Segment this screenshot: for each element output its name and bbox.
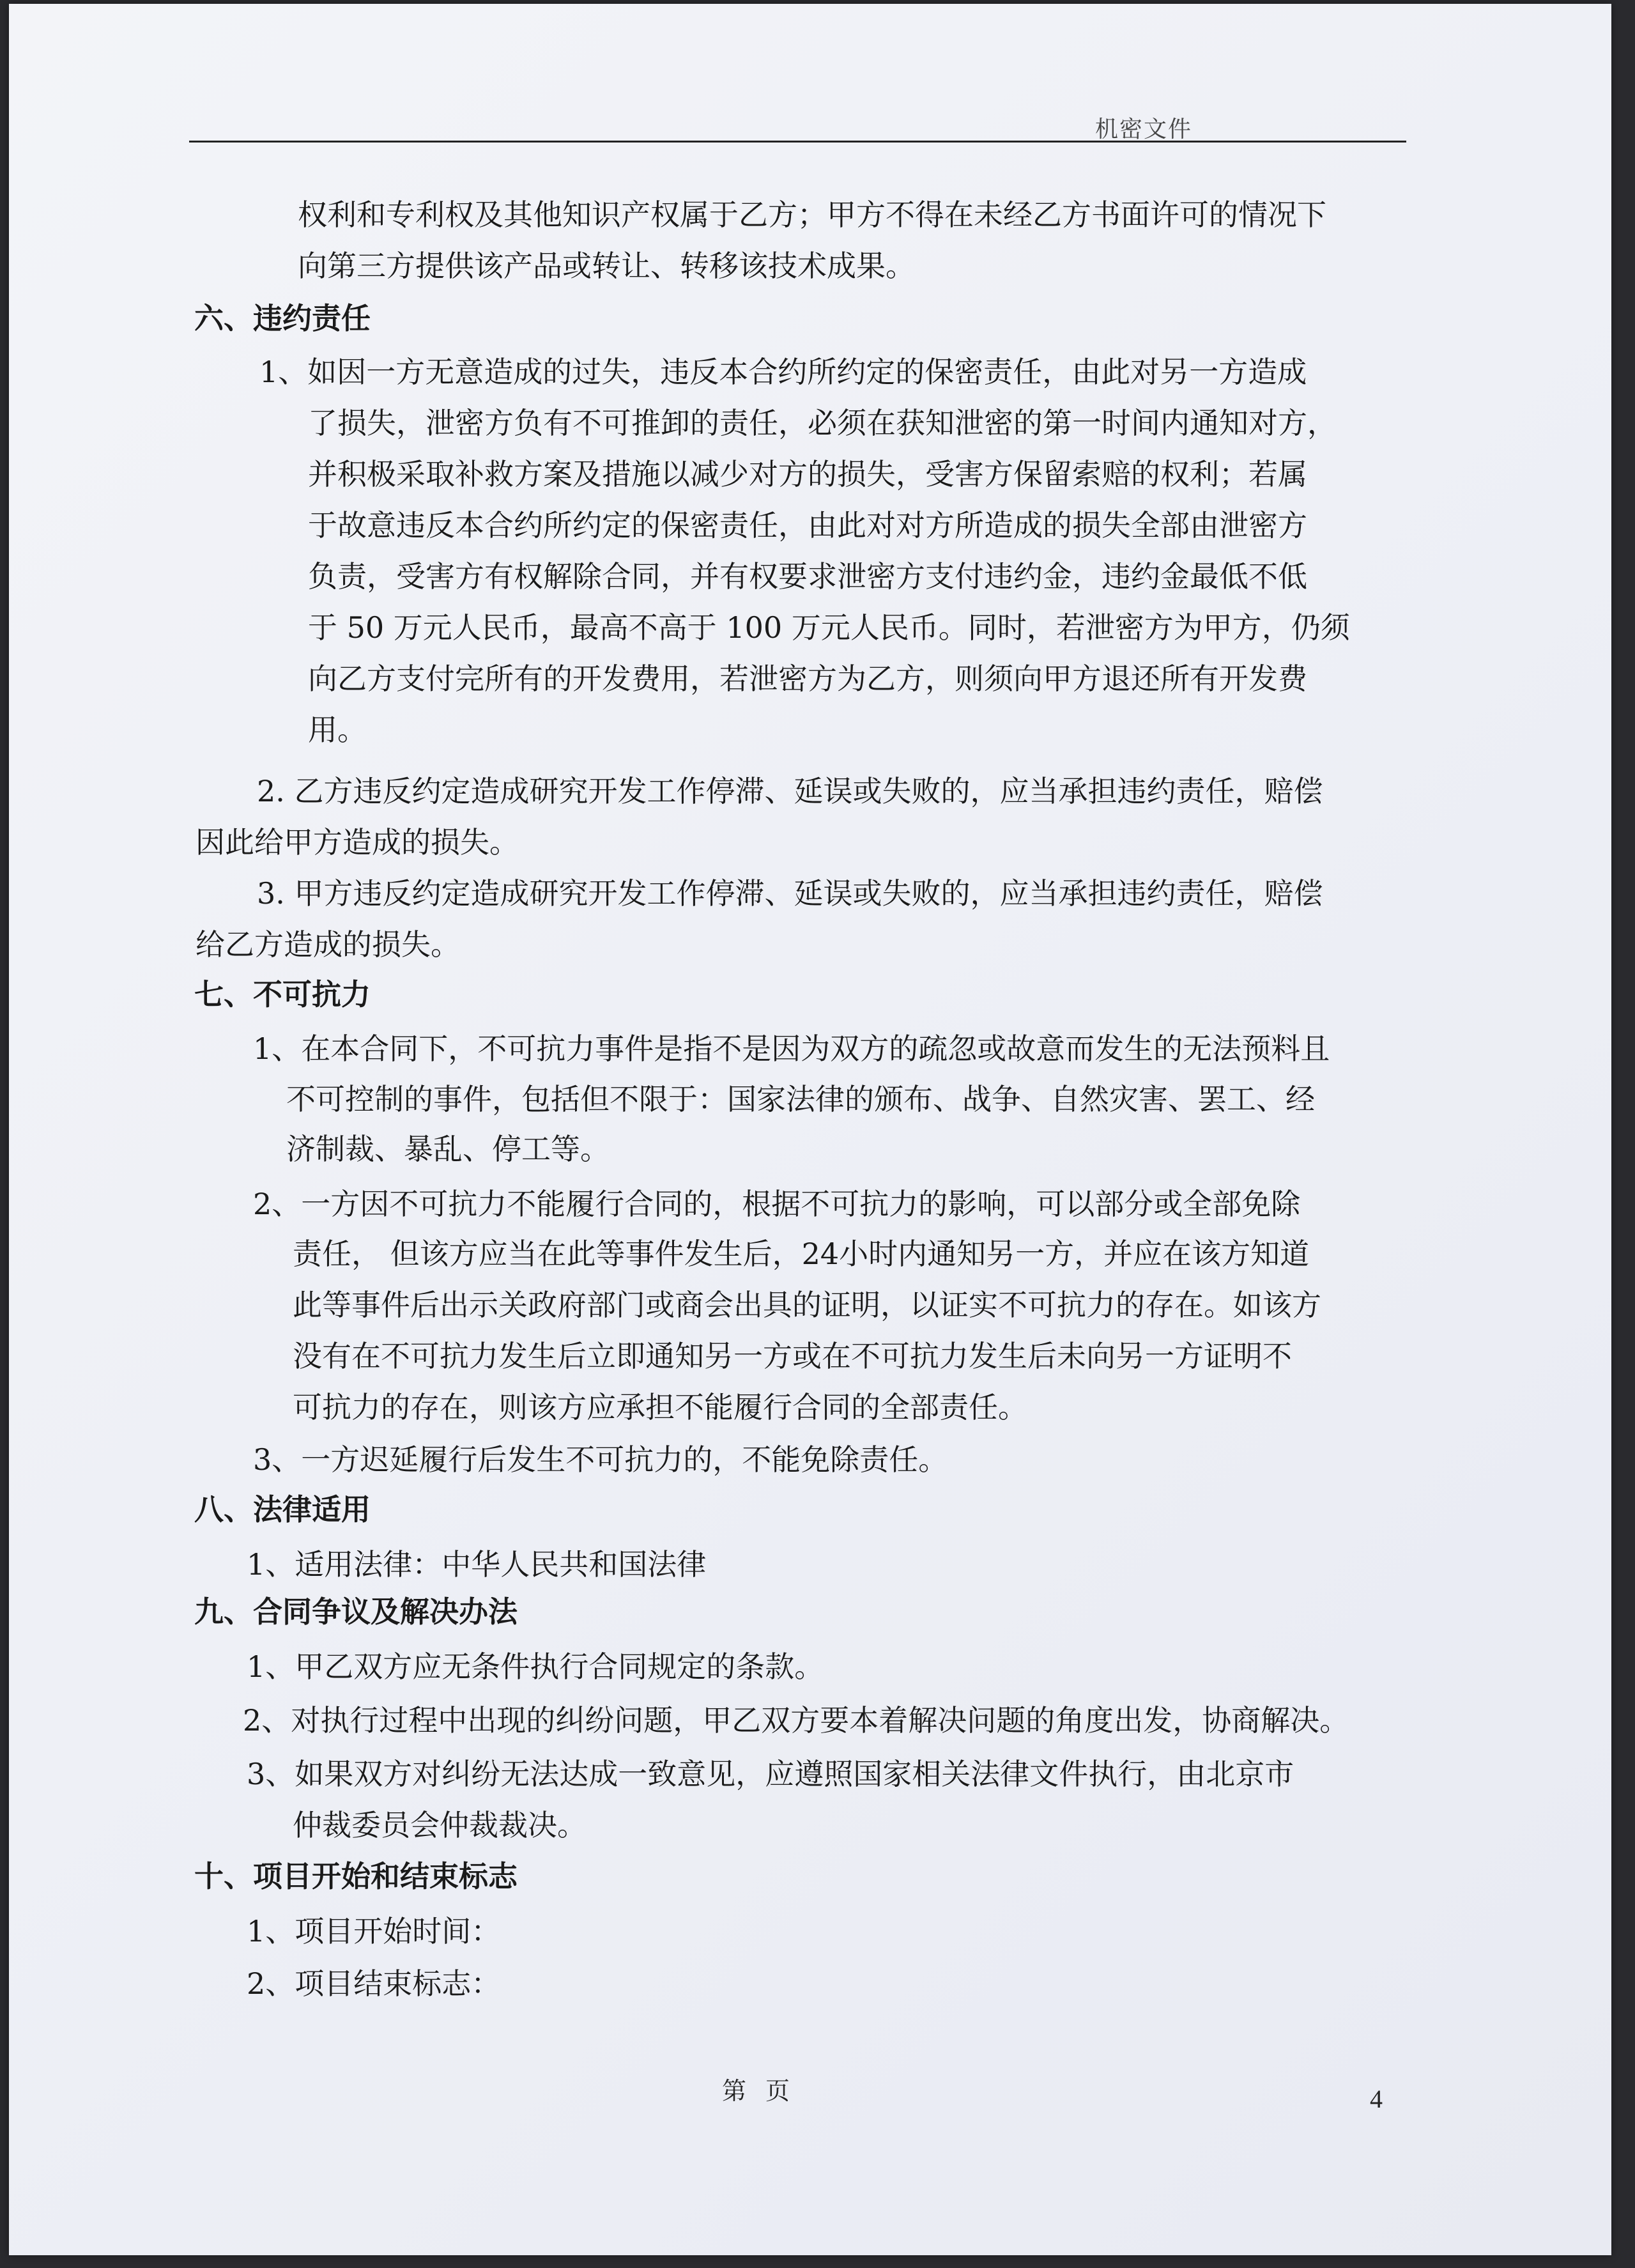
clause-6-1-line: 负责，受害方有权解除合同，并有权要求泄密方支付违约金，违约金最低不低 bbox=[308, 559, 1307, 594]
page-number: 4 bbox=[1370, 2085, 1383, 2113]
section-heading-8: 八、法律适用 bbox=[194, 1492, 371, 1527]
paragraph-line: 向第三方提供该产品或转让、转移该技术成果。 bbox=[298, 249, 915, 283]
clause-6-1-line: 向乙方支付完所有的开发费用，若泄密方为乙方，则须向甲方退还所有开发费 bbox=[308, 661, 1307, 696]
header-confidential-label: 机密文件 bbox=[1095, 116, 1193, 143]
clause-6-1-line: 并积极采取补救方案及措施以减少对方的损失，受害方保留索赔的权利；若属 bbox=[308, 457, 1307, 491]
clause-6-1-line: 于故意违反本合约所约定的保密责任，由此对对方所造成的损失全部由泄密方 bbox=[308, 508, 1307, 543]
clause-7-1-line: 1、在本合同下，不可抗力事件是指不是因为双方的疏忽或故意而发生的无法预料且 bbox=[253, 1031, 1330, 1066]
clause-6-1-line: 用。 bbox=[308, 713, 367, 747]
clause-7-2-line: 责任， 但该方应当在此等事件发生后，24小时内通知另一方，并应在该方知道 bbox=[293, 1237, 1310, 1271]
document-page bbox=[9, 4, 1611, 2255]
section-heading-10: 十、项目开始和结束标志 bbox=[194, 1859, 518, 1894]
clause-10-1-line: 1、项目开始时间： bbox=[247, 1914, 501, 1948]
clause-7-1-line: 不可控制的事件，包括但不限于：国家法律的颁布、战争、自然灾害、罢工、经 bbox=[286, 1082, 1315, 1116]
clause-7-2-line: 此等事件后出示关政府部门或商会出具的证明，以证实不可抗力的存在。如该方 bbox=[293, 1288, 1321, 1322]
clause-7-1-line: 济制裁、暴乱、停工等。 bbox=[286, 1132, 610, 1166]
clause-7-2-line: 2、一方因不可抗力不能履行合同的，根据不可抗力的影响，可以部分或全部免除 bbox=[253, 1187, 1301, 1221]
clause-10-2-line: 2、项目结束标志： bbox=[247, 1966, 501, 2001]
paragraph-line: 权利和专利权及其他知识产权属于乙方；甲方不得在未经乙方书面许可的情况下 bbox=[298, 197, 1326, 232]
clause-7-2-line: 没有在不可抗力发生后立即通知另一方或在不可抗力发生后未向另一方证明不 bbox=[293, 1339, 1292, 1373]
clause-6-2-line: 因此给甲方造成的损失。 bbox=[196, 825, 519, 860]
clause-6-1-line: 于 50 万元人民币，最高不高于 100 万元人民币。同时，若泄密方为甲方，仍须 bbox=[308, 610, 1350, 645]
clause-9-3-line: 仲裁委员会仲裁裁决。 bbox=[293, 1808, 587, 1842]
header-rule bbox=[189, 141, 1406, 143]
clause-6-3-line: 给乙方造成的损失。 bbox=[196, 927, 460, 962]
section-heading-7: 七、不可抗力 bbox=[194, 977, 371, 1012]
footer-page-label: 第页 bbox=[722, 2077, 810, 2105]
clause-6-1-line: 了损失，泄密方负有不可推卸的责任，必须在获知泄密的第一时间内通知对方， bbox=[308, 406, 1337, 440]
clause-7-3-line: 3、一方迟延履行后发生不可抗力的，不能免除责任。 bbox=[253, 1442, 948, 1477]
clause-9-2-line: 2、对执行过程中出现的纠纷问题，甲乙双方要本着解决问题的角度出发，协商解决。 bbox=[243, 1703, 1349, 1738]
clause-6-3-line: 3. 甲方违反约定造成研究开发工作停滞、延误或失败的，应当承担违约责任，赔偿 bbox=[257, 876, 1323, 911]
clause-6-2-line: 2. 乙方违反约定造成研究开发工作停滞、延误或失败的，应当承担违约责任，赔偿 bbox=[257, 774, 1323, 808]
section-heading-6: 六、违约责任 bbox=[194, 301, 371, 336]
clause-9-3-line: 3、如果双方对纠纷无法达成一致意见，应遵照国家相关法律文件执行，由北京市 bbox=[247, 1757, 1294, 1791]
clause-6-1-line: 1、如因一方无意造成的过失，违反本合约所约定的保密责任，由此对另一方造成 bbox=[259, 355, 1307, 389]
clause-9-1-line: 1、甲乙双方应无条件执行合同规定的条款。 bbox=[247, 1649, 824, 1684]
section-heading-9: 九、合同争议及解决办法 bbox=[194, 1594, 518, 1629]
clause-8-1-line: 1、适用法律：中华人民共和国法律 bbox=[247, 1547, 707, 1582]
clause-7-2-line: 可抗力的存在，则该方应承担不能履行合同的全部责任。 bbox=[293, 1390, 1027, 1424]
